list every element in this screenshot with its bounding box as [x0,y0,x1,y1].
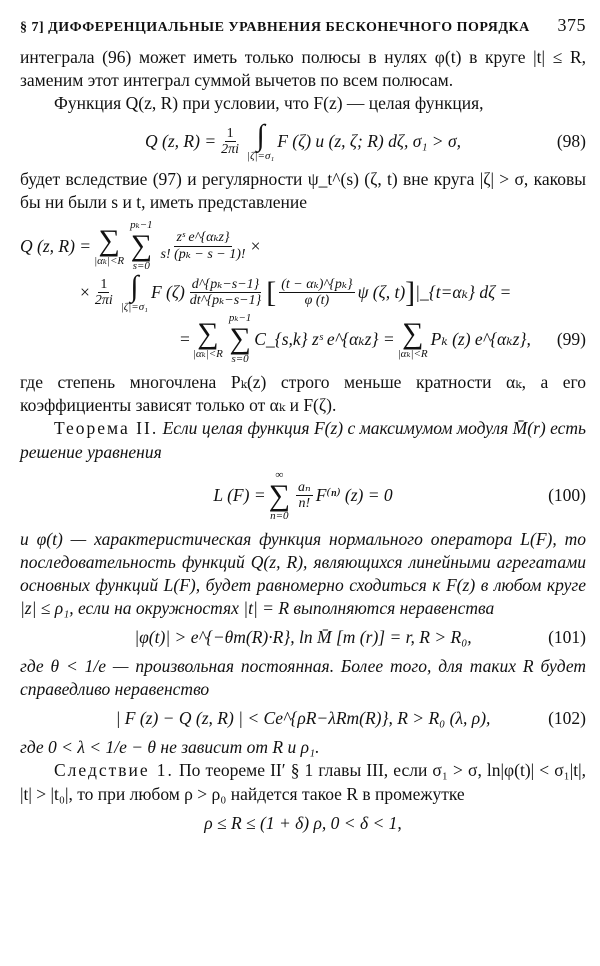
eq99-frac3-num: d^{pₖ−s−1} [191,276,260,292]
paragraph-6: где θ < 1/e — произвольная постоянная. Более того, для таких R будет справедливо неравенство [20,656,586,700]
eq99-sum-2 [130,220,152,272]
eq99-sum-1 [94,223,125,267]
sum-sign-icon: ∑ [229,322,251,356]
sum-sign-icon: ∑ [268,478,291,512]
eq-final-body: ρ ≤ R ≤ (1 + δ) ρ, 0 < δ < 1, [204,812,402,833]
eq99-line2-pre: × [80,282,90,303]
paragraph-2: Функция Q(z, R) при условии, что F(z) — целая функция, [54,92,484,113]
eq99-line2-body: F (ζ) [150,282,185,303]
eq99-fraction-2 [93,277,115,309]
equation-102 [20,707,586,730]
left-bracket-icon: [ [266,275,277,309]
eq99-frac1-num: zˢ e^{αₖz} [176,230,230,246]
eq102-body: | F (z) − Q (z, R) | < Ce^{ρR−λRm(R)}, R > R₀ (λ, ρ), [115,708,491,729]
eq100-sum-sub: n=0 [270,509,289,522]
eq99-bracket-den: φ (t) [304,293,330,309]
eq99-integral [121,272,148,313]
page-number: 375 [557,15,586,35]
eq99-frac2-den: 2πi [94,293,113,309]
right-bracket-icon: ] [405,275,416,309]
integral-sign-icon: ∫ [130,270,139,304]
eq99-line-1 [20,220,586,272]
eq99-line3-sum1-sub: |αₖ|<R [192,347,223,360]
eq98-integral [247,121,274,162]
eq99-sum2-sup: pₖ−1 [130,219,153,232]
eq99-times: × [250,235,261,256]
eq100-fraction [296,480,313,512]
eq100-lhs: L (F) = [213,485,266,506]
eq102-tag: (102) [548,708,586,729]
sum-sign-icon: ∑ [197,316,219,350]
eq100-sum [269,470,290,522]
eq99-line-2 [20,272,586,313]
eq99-frac2-num: 1 [100,276,108,292]
eq99-line3-sum-3 [397,316,428,360]
corollary-text: По теореме II′ § 1 главы III, если σ₁ > σ, ln|φ(t)| < σ₁|t|, |t| > |t₀|, то при любом ρ > ρ₀ найдется такое R в промежутке [20,760,587,804]
equation-99 [20,220,586,365]
paragraph-7: где 0 < λ < 1/e − θ не зависит от R и ρ₁. [20,737,320,758]
corollary-1 [20,759,586,805]
equation-100 [20,470,586,522]
eq100-sum-sup: ∞ [275,468,284,481]
eq99-line3-sum-1 [192,316,223,360]
sum-sign-icon: ∑ [401,316,424,350]
eq98-tag: (98) [556,130,586,151]
eq99-line3-tail: Pₖ (z) e^{αₖz}, [430,328,531,349]
eq99-line3-sum-2 [229,313,251,365]
equation-final [20,812,586,835]
eq99-line3-body: C_{s,k} zˢ e^{αₖz} = [254,328,395,349]
header-section: § 7] ДИФФЕРЕНЦИАЛЬНЫЕ УРАВНЕНИЯ БЕСКОНЕЧНОГО ПОРЯДКА [20,20,530,35]
paragraph-4: где степень многочлена Pₖ(z) строго меньше кратности αₖ, а его коэффициенты зависят только от αₖ и F(ζ). [20,372,586,416]
eq99-fraction-3 [188,277,263,309]
theorem-2 [20,417,586,463]
eq98-fraction [219,126,241,158]
theorem-text: Если целая функция F(z) с максимумом модуля M̄(r) есть решение уравнения [20,418,586,462]
eq99-lhs: Q (z, R) = [20,235,92,256]
eq98-int-sub: |ζ|=σ₁ [247,150,275,163]
sum-sign-icon: ∑ [130,229,152,263]
eq98-frac-num: 1 [226,125,234,141]
eq100-frac-den: n! [298,496,311,512]
eq98-body: F (ζ) u (z, ζ; R) dζ, σ₁ > σ, [277,130,461,151]
eq99-bracket-tail: ψ (ζ, t) [357,282,406,303]
eq99-sum2-sub: s=0 [132,260,150,273]
eq99-frac3-den: dt^{pₖ−s−1} [189,293,262,309]
equation-101 [20,626,586,649]
eq100-tag: (100) [548,485,586,506]
eq100-frac-num: aₙ [298,479,311,495]
theorem-label: Теорема II. [54,418,159,439]
eq99-bracket-num: (t − αₖ)^{pₖ} [281,276,353,292]
sum-sign-icon: ∑ [98,223,120,257]
eq99-line3-pre: = [180,328,190,349]
corollary-label: Следствие 1. [54,760,174,781]
equation-98 [20,121,586,162]
eq99-line3-sum3-sub: |αₖ|<R [397,347,428,360]
eq99-line3-sum2-sup: pₖ−1 [228,312,252,325]
eq101-body: |φ(t)| > e^{−θm(R)·R}, ln M̄ [m (r)] = r, R > R₀, [134,626,472,647]
eq99-line2-end: |_{t=αₖ} dζ = [415,282,512,303]
integral-sign-icon: ∫ [256,119,265,153]
eq99-frac1-den: s! (pₖ − s − 1)! [160,246,246,262]
paragraph-5: и φ(t) — характеристическая функция нормального оператора L(F), то последовательность функций Q(z, R), являющихся линейными агрегатами основных функций L(F), будет равномерно сходиться к F(z) в любом круге |z| ≤ ρ₁, если на окружностях |t| = R выполняются неравенства [20,528,586,618]
paragraph-3: будет вследствие (97) и регулярности ψ_t^(s) (ζ, t) вне круга |ζ| > σ, каковы бы ни были s и t, иметь представление [20,169,586,213]
eq99-tag: (99) [556,328,586,349]
eq98-frac-den: 2πi [221,142,240,158]
eq99-int-sub: |ζ|=σ₁ [120,301,148,314]
eq99-line3-sum2-sub: s=0 [231,353,249,366]
paragraph-1: интеграла (96) может иметь только полюсы в нулях φ(t) в круге |t| ≤ R, заменим этот интеграл суммой вычетов по всем полюсам. [20,46,586,90]
page [20,14,586,841]
eq99-fraction-1 [159,230,248,262]
eq100-rhs: F⁽ⁿ⁾ (z) = 0 [315,485,393,506]
eq99-line-3 [20,313,586,365]
running-header [20,14,586,38]
eq99-sum1-sub: |αₖ|<R [94,254,125,267]
eq99-bracket-fraction [279,277,354,309]
eq101-tag: (101) [548,626,586,647]
eq98-lhs: Q (z, R) = [145,130,217,151]
